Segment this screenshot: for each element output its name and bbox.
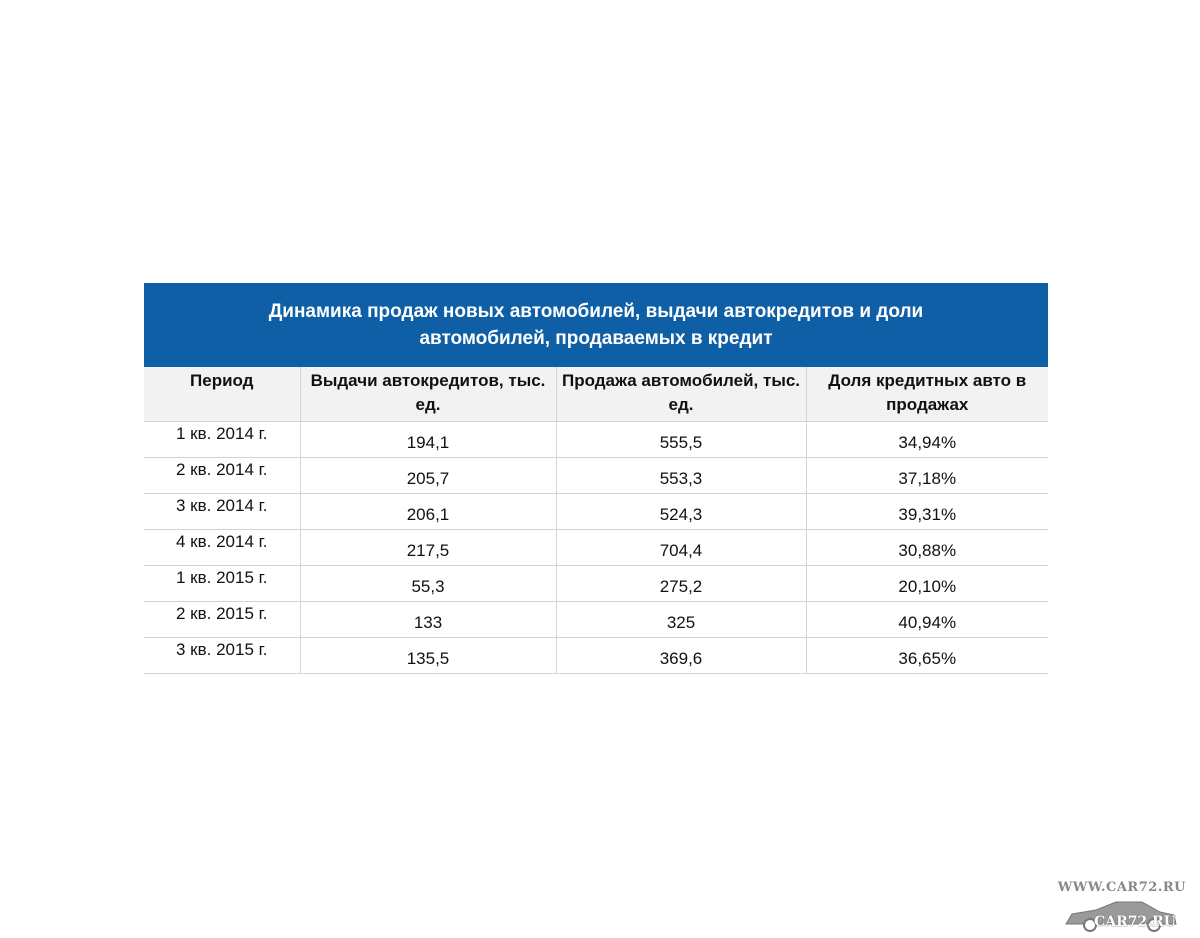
cell-period: 3 кв. 2015 г. xyxy=(144,638,300,674)
cell-car-sales: 555,5 xyxy=(556,422,806,458)
cell-period: 4 кв. 2014 г. xyxy=(144,530,300,566)
cell-credit-share: 40,94% xyxy=(806,602,1048,638)
cell-period: 2 кв. 2014 г. xyxy=(144,458,300,494)
cell-credit-share: 36,65% xyxy=(806,638,1048,674)
header-row xyxy=(144,367,1048,422)
watermark-logo-text: CAR72.RU xyxy=(1094,914,1176,930)
header-auto-loans: Выдачи автокредитов, тыс. ед. xyxy=(300,367,556,422)
data-table xyxy=(144,367,1048,674)
table-row xyxy=(144,422,1048,458)
table-row xyxy=(144,566,1048,602)
cell-car-sales: 524,3 xyxy=(556,494,806,530)
table-row xyxy=(144,530,1048,566)
table-title xyxy=(144,283,1048,367)
cell-credit-share: 30,88% xyxy=(806,530,1048,566)
cell-car-sales: 325 xyxy=(556,602,806,638)
cell-auto-loans: 135,5 xyxy=(300,638,556,674)
table-row xyxy=(144,458,1048,494)
cell-auto-loans: 55,3 xyxy=(300,566,556,602)
table-row xyxy=(144,638,1048,674)
cell-auto-loans: 206,1 xyxy=(300,494,556,530)
cell-car-sales: 275,2 xyxy=(556,566,806,602)
cell-car-sales: 704,4 xyxy=(556,530,806,566)
cell-auto-loans: 133 xyxy=(300,602,556,638)
cell-credit-share: 34,94% xyxy=(806,422,1048,458)
watermark-url: WWW.CAR72.RU xyxy=(1057,880,1186,895)
sales-table xyxy=(144,283,1048,674)
cell-auto-loans: 194,1 xyxy=(300,422,556,458)
cell-credit-share: 20,10% xyxy=(806,566,1048,602)
cell-car-sales: 369,6 xyxy=(556,638,806,674)
header-car-sales: Продажа автомобилей, тыс. ед. xyxy=(556,367,806,422)
table-title-line2: автомобилей, продаваемых в кредит xyxy=(419,328,773,349)
cell-credit-share: 39,31% xyxy=(806,494,1048,530)
cell-period: 1 кв. 2014 г. xyxy=(144,422,300,458)
cell-car-sales: 553,3 xyxy=(556,458,806,494)
table-title-line1: Динамика продаж новых автомобилей, выдачи автокредитов и доли xyxy=(268,301,924,322)
table-row xyxy=(144,602,1048,638)
site-watermark xyxy=(1056,880,1186,934)
cell-auto-loans: 217,5 xyxy=(300,530,556,566)
cell-credit-share: 37,18% xyxy=(806,458,1048,494)
cell-period: 2 кв. 2015 г. xyxy=(144,602,300,638)
cell-period: 1 кв. 2015 г. xyxy=(144,566,300,602)
header-credit-share: Доля кредитных авто в продажах xyxy=(806,367,1048,422)
cell-auto-loans: 205,7 xyxy=(300,458,556,494)
header-period: Период xyxy=(144,367,300,422)
cell-period: 3 кв. 2014 г. xyxy=(144,494,300,530)
table-row xyxy=(144,494,1048,530)
